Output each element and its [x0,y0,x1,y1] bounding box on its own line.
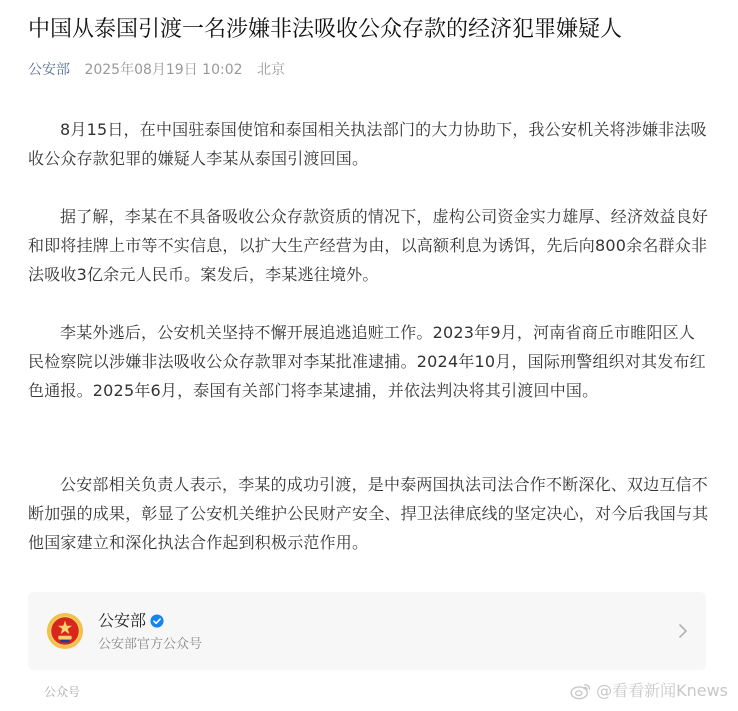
watermark [570,680,728,702]
chevron-right-icon[interactable] [678,623,688,639]
account-card-name-text: 公安部 [98,611,147,630]
article-paragraph: 8月15日，在中国驻泰国使馆和泰国相关执法部门的大力协助下，我公安机关将涉嫌非法吸收公众存款犯罪的嫌疑人李某从泰国引渡回国。 [28,120,707,168]
article-title: 中国从泰国引渡一名涉嫌非法吸收公众存款的经济犯罪嫌疑人 [28,17,623,42]
account-link[interactable]: 公安部 [28,62,70,78]
article-paragraph: 公安部相关负责人表示，李某的成功引渡，是中泰两国执法司法合作不断深化、双边互信不断加强的成果，彰显了公安机关维护公民财产安全、捍卫法律底线的坚定决心，对今后我国与其他国家建立和深化执法合作起到积极示范作用。 [28,475,709,552]
article-meta [28,60,285,80]
account-card-name [98,610,164,632]
verified-badge-icon [150,614,164,628]
watermark-text: @看看新闻Knews [596,681,728,700]
publish-time: 2025年08月19日 10:02 [84,62,243,78]
article-paragraph: 据了解，李某在不具备吸收公众存款资质的情况下，虚构公司资金实力雄厚、经济效益良好和即将挂牌上市等不实信息，以扩大生产经营为由，以高额利息为诱饵，先后向800余名群众非法吸收3亿余元人民币。案发后，李某逃往境外。 [28,207,709,284]
account-card-description: 公安部官方公众号 [98,637,203,652]
account-card[interactable] [28,592,706,670]
footer-account-type-label: 公众号 [44,685,81,699]
publish-location: 北京 [256,62,285,78]
police-emblem-icon [46,612,84,650]
article-paragraph: 李某外逃后，公安机关坚持不懈开展追逃追赃工作。2023年9月，河南省商丘市睢阳区人民检察院以涉嫌非法吸收公众存款罪对李某批准逮捕。2024年10月，国际刑警组织对其发布红色通报。2025年6月，泰国有关部门将李某逮捕，并依法判决将其引渡回中国。 [28,323,706,400]
weibo-icon [570,682,592,700]
